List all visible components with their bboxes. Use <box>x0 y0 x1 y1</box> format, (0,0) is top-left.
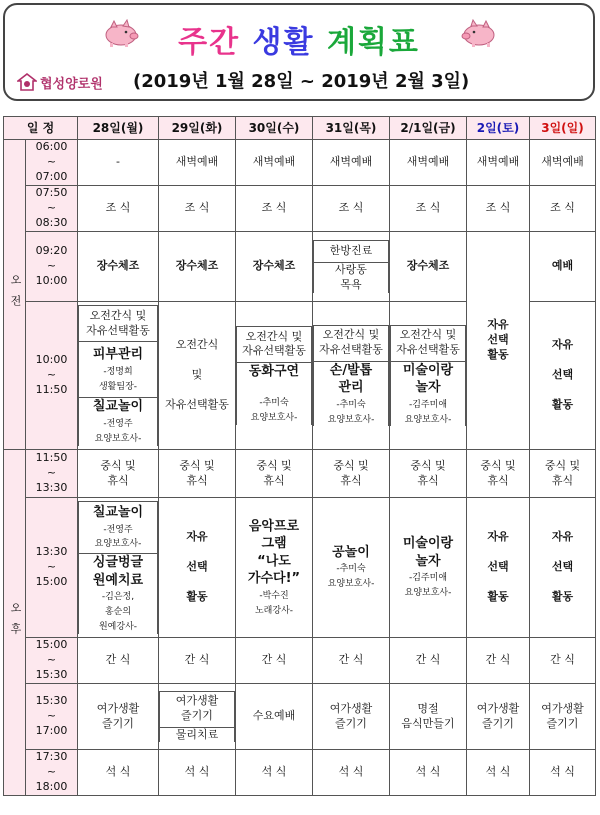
schedule-cell: 조 식 <box>236 186 313 232</box>
schedule-cell: 간 식 <box>530 638 596 684</box>
header-box <box>3 3 595 101</box>
day-header: 29일(화) <box>159 117 236 140</box>
schedule-sub-cell: 싱글벙글 원예치료 -김은정, 홍순의 원예강사- <box>79 554 158 634</box>
schedule-cell: 장수체조 <box>159 232 236 302</box>
schedule-cell: 석 식 <box>313 750 390 796</box>
schedule-cell: 조 식 <box>390 186 467 232</box>
pig-icon <box>461 19 499 47</box>
day-header: 31일(목) <box>313 117 390 140</box>
schedule-cell: 간 식 <box>78 638 159 684</box>
schedule-cell-split <box>390 302 467 450</box>
schedule-sub-cell: 오전간식 및 자유선택활동 <box>391 325 466 361</box>
schedule-sub-cell: 오전간식 및 자유선택활동 <box>79 306 158 342</box>
schedule-cell-split <box>313 302 390 450</box>
schedule-cell-split <box>159 684 236 750</box>
schedule-cell-split <box>78 302 159 450</box>
schedule-cell: 예배 <box>530 232 596 302</box>
schedule-cell: 조 식 <box>313 186 390 232</box>
title-part-1: 주간 <box>178 25 241 60</box>
schedule-cell-split <box>313 232 390 302</box>
schedule-cell: 명절 음식만들기 <box>390 684 467 750</box>
schedule-sub-cell: 칠교놀이 -전영주 요양보호사- <box>79 502 158 554</box>
schedule-cell: 여가생활 즐기기 <box>313 684 390 750</box>
schedule-cell: 새벽예배 <box>236 140 313 186</box>
schedule-cell: 석 식 <box>78 750 159 796</box>
schedule-cell: 석 식 <box>159 750 236 796</box>
day-header: 28일(월) <box>78 117 159 140</box>
schedule-sub-cell: 여가생활 즐기기 <box>160 691 235 727</box>
schedule-sub-cell: 칠교놀이 -전영주 요양보호사- <box>79 398 158 446</box>
schedule-cell: 여가생활 즐기기 <box>467 684 530 750</box>
schedule-cell: - <box>78 140 159 186</box>
schedule-cell: 중식 및 휴식 <box>78 450 159 498</box>
schedule-cell: 자유 선택 활동 <box>159 498 236 638</box>
schedule-cell: 자유 선택 활동 <box>467 498 530 638</box>
title-part-3: 계획표 <box>326 25 420 60</box>
pm-label: 오후 <box>4 450 26 796</box>
schedule-cell: 자유 선택 활동 <box>467 232 530 450</box>
schedule-cell: 여가생활 즐기기 <box>530 684 596 750</box>
time-slot: 15:30 ~ 17:00 <box>26 684 78 750</box>
schedule-sub-cell: 오전간식 및 자유선택활동 <box>314 325 389 361</box>
schedule-table <box>3 116 596 796</box>
schedule-cell: 공놀이 -추미숙 요양보호사- <box>313 498 390 638</box>
schedule-cell-split <box>236 302 313 450</box>
schedule-period: (2019년 1월 28일 ~ 2019년 2월 3일) <box>133 71 470 92</box>
time-slot: 10:00 ~ 11:50 <box>26 302 78 450</box>
day-header-saturday: 2일(토) <box>467 117 530 140</box>
schedule-cell: 새벽예배 <box>390 140 467 186</box>
am-label: 오전 <box>4 140 26 450</box>
schedule-cell: 자유 선택 활동 <box>530 498 596 638</box>
schedule-cell: 석 식 <box>530 750 596 796</box>
corner-header: 일 정 <box>4 117 78 140</box>
time-slot: 11:50 ~ 13:30 <box>26 450 78 498</box>
org-name: 협성양로원 <box>40 76 103 92</box>
schedule-cell: 중식 및 휴식 <box>159 450 236 498</box>
time-slot: 07:50 ~ 08:30 <box>26 186 78 232</box>
schedule-cell: 석 식 <box>236 750 313 796</box>
schedule-cell: 석 식 <box>467 750 530 796</box>
schedule-cell: 새벽예배 <box>467 140 530 186</box>
day-header: 2/1일(금) <box>390 117 467 140</box>
schedule-cell: 수요예배 <box>236 684 313 750</box>
schedule-cell: 미술이랑 놀자 -김주미애 요양보호사- <box>390 498 467 638</box>
schedule-sub-cell: 손/발톱 관리 -추미숙 요양보호사- <box>314 361 389 426</box>
schedule-cell: 자유 선택 활동 <box>530 302 596 450</box>
schedule-cell: 장수체조 <box>78 232 159 302</box>
schedule-cell: 새벽예배 <box>530 140 596 186</box>
time-slot: 09:20 ~ 10:00 <box>26 232 78 302</box>
schedule-sub-cell: 동화구연 -추미숙 요양보호사- <box>237 362 312 425</box>
schedule-sub-cell: 물리치료 <box>160 727 235 742</box>
time-slot: 15:00 ~ 15:30 <box>26 638 78 684</box>
schedule-cell: 새벽예배 <box>313 140 390 186</box>
schedule-cell: 새벽예배 <box>159 140 236 186</box>
schedule-cell: 오전간식 및 자유선택활동 <box>159 302 236 450</box>
schedule-sub-cell: 미술이랑 놀자 -김주미애 요양보호사- <box>391 361 466 426</box>
time-slot: 13:30 ~ 15:00 <box>26 498 78 638</box>
schedule-cell: 간 식 <box>236 638 313 684</box>
schedule-cell: 조 식 <box>530 186 596 232</box>
schedule-sub-cell: 사랑동 목욕 <box>314 263 389 293</box>
house-logo-icon <box>17 73 37 91</box>
schedule-cell: 여가생활 즐기기 <box>78 684 159 750</box>
schedule-cell: 조 식 <box>78 186 159 232</box>
schedule-cell-split <box>78 498 159 638</box>
page-title <box>5 17 593 61</box>
schedule-cell: 장수체조 <box>236 232 313 302</box>
schedule-cell: 간 식 <box>467 638 530 684</box>
schedule-cell: 석 식 <box>390 750 467 796</box>
schedule-cell: 간 식 <box>159 638 236 684</box>
schedule-cell: 음악프로 그램 “나도 가수다!” -박수진 노래강사- <box>236 498 313 638</box>
schedule-cell: 조 식 <box>159 186 236 232</box>
schedule-cell: 장수체조 <box>390 232 467 302</box>
time-slot: 17:30 ~ 18:00 <box>26 750 78 796</box>
day-header-sunday: 3일(일) <box>530 117 596 140</box>
schedule-cell: 간 식 <box>313 638 390 684</box>
org-logo <box>17 71 103 93</box>
schedule-cell: 중식 및 휴식 <box>390 450 467 498</box>
schedule-cell: 간 식 <box>390 638 467 684</box>
schedule-sub-cell: 오전간식 및 자유선택활동 <box>237 326 312 362</box>
time-slot: 06:00 ~ 07:00 <box>26 140 78 186</box>
schedule-cell: 중식 및 휴식 <box>530 450 596 498</box>
title-part-2: 생활 <box>252 25 315 60</box>
day-header: 30일(수) <box>236 117 313 140</box>
schedule-cell: 중식 및 휴식 <box>236 450 313 498</box>
schedule-cell: 중식 및 휴식 <box>467 450 530 498</box>
schedule-cell: 조 식 <box>467 186 530 232</box>
schedule-cell: 중식 및 휴식 <box>313 450 390 498</box>
schedule-sub-cell: 피부관리 -정명희 생활팀장- <box>79 342 158 398</box>
schedule-sub-cell: 한방진료 <box>314 241 389 263</box>
